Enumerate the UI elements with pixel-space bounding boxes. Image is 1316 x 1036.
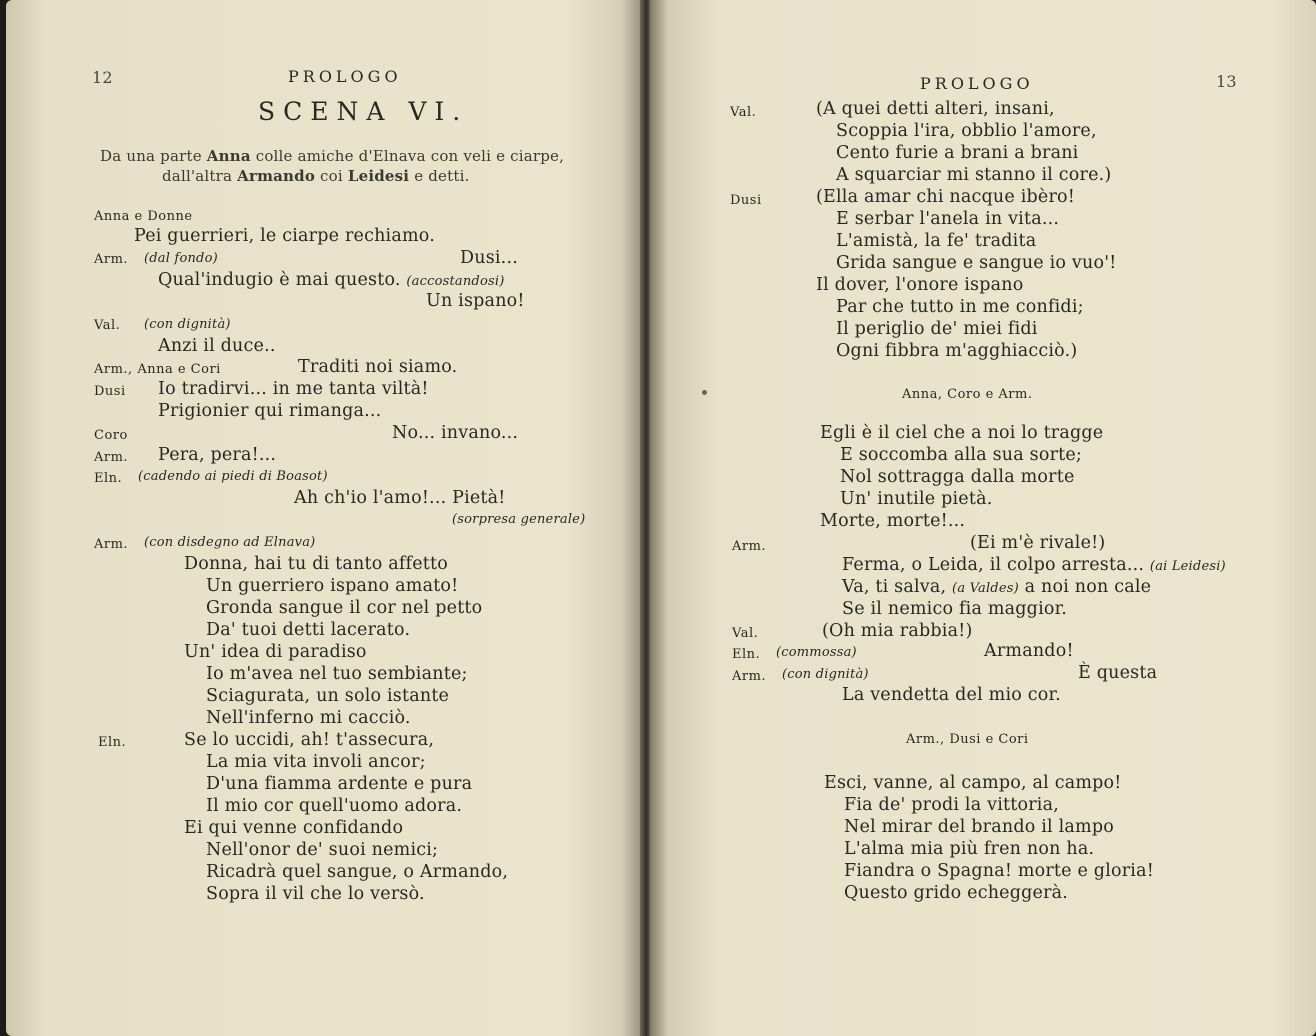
verse-line: Prigionier qui rimanga...	[158, 401, 382, 421]
verse-line: A squarciar mi stanno il core.)	[836, 165, 1112, 185]
speaker-label: Eln.	[94, 471, 123, 486]
stage-direction: (dal fondo)	[144, 251, 218, 266]
verse-line: Sciagurata, un solo istante	[206, 686, 450, 706]
verse-line: Gronda sangue il cor nel petto	[206, 598, 483, 618]
verse-line: Ricadrà quel sangue, o Armando,	[206, 862, 509, 882]
verse-line: Un guerriero ispano amato!	[206, 576, 459, 596]
verse-line: Un ispano!	[426, 291, 525, 311]
stage-direction: (sorpresa generale)	[452, 512, 586, 527]
verse-line: Anzi il duce..	[158, 336, 276, 356]
verse-line: Pera, pera!...	[158, 445, 277, 465]
verse-line: Io m'avea nel tuo sembiante;	[206, 664, 468, 684]
verse-line: Nel mirar del brando il lampo	[844, 817, 1114, 837]
verse-line: L'amistà, la fe' tradita	[836, 231, 1037, 251]
verse-line: No... invano...	[392, 423, 519, 443]
speaker-label: Arm.	[732, 669, 767, 684]
verse-line: Va, ti salva, (a Valdes) a noi non cale	[842, 577, 1152, 597]
verse-line: E soccomba alla sua sorte;	[840, 445, 1083, 465]
verse-line: (Ei m'è rivale!)	[970, 533, 1106, 553]
speaker-label: Arm., Anna e Cori	[94, 362, 221, 377]
stage-direction: (con dignità)	[144, 317, 231, 332]
verse-line: Nol sottragga dalla morte	[840, 467, 1075, 487]
speaker-label: Anna e Donne	[94, 209, 193, 224]
verse-line: Fiandra o Spagna! morte e gloria!	[844, 861, 1154, 881]
verse-line: Morte, morte!...	[820, 511, 966, 531]
speaker-label: Dusi	[94, 384, 126, 399]
stage-direction: Da una parte Anna colle amiche d'Elnava con veli e ciarpe,	[100, 147, 565, 165]
verse-line: Se il nemico fia maggior.	[842, 599, 1068, 619]
verse-line: Egli è il ciel che a noi lo tragge	[820, 423, 1104, 443]
verse-line: Sopra il vil che lo versò.	[206, 884, 425, 904]
verse-line: Il mio cor quell'uomo adora.	[206, 796, 463, 816]
speaker-label: Arm.	[732, 539, 767, 554]
scene-title: SCENA VI.	[258, 97, 469, 126]
verse-line: Cento furie a brani a brani	[836, 143, 1079, 163]
verse-line: Scoppia l'ira, obblio l'amore,	[836, 121, 1097, 141]
verse-line: Qual'indugio è mai questo. (accostandosi)	[158, 270, 505, 290]
speaker-label: Arm.	[94, 450, 129, 465]
running-header: PROLOGO	[920, 74, 1034, 93]
verse-line: Traditi noi siamo.	[298, 357, 458, 377]
stage-direction: (commossa)	[776, 645, 857, 660]
verse-line: Ferma, o Leida, il colpo arresta... (ai Leidesi)	[842, 555, 1226, 575]
right-page	[650, 0, 1316, 1036]
verse-line: Pei guerrieri, le ciarpe rechiamo.	[134, 226, 435, 246]
verse-line: Nell'inferno mi cacciò.	[206, 708, 411, 728]
verse-line: Dusi...	[460, 248, 518, 268]
speaker-label: Arm.	[94, 252, 129, 267]
verse-line: (Oh mia rabbia!)	[822, 621, 973, 641]
verse-line: Nell'onor de' suoi nemici;	[206, 840, 439, 860]
stage-direction: (cadendo ai piedi di Boasot)	[138, 469, 328, 484]
speaker-label: Val.	[94, 318, 121, 333]
stage-direction: (con disdegno ad Elnava)	[144, 535, 316, 550]
verse-line: Da' tuoi detti lacerato.	[206, 620, 411, 640]
verse-line: D'una fiamma ardente e pura	[206, 774, 473, 794]
verse-line: Questo grido echeggerà.	[844, 883, 1069, 903]
verse-line: Ei qui venne confidando	[184, 818, 404, 838]
verse-line: Il periglio de' miei fidi	[836, 319, 1038, 339]
verse-line: Se lo uccidi, ah! t'assecura,	[184, 730, 435, 750]
verse-line: Un' idea di paradiso	[184, 642, 367, 662]
verse-line: Ogni fibbra m'agghiacciò.)	[836, 341, 1078, 361]
speaker-label: Dusi	[730, 193, 762, 208]
verse-line: Fia de' prodi la vittoria,	[844, 795, 1059, 815]
speaker-label: Eln.	[98, 735, 127, 750]
verse-line: Ah ch'io l'amo!... Pietà!	[294, 488, 506, 508]
speaker-label: Coro	[94, 428, 128, 443]
speaker-label: Arm.	[94, 537, 129, 552]
speaker-label: Anna, Coro e Arm.	[902, 387, 1033, 402]
stage-direction: dall'altra Armando coi Leidesi e detti.	[162, 167, 470, 185]
verse-line: La vendetta del mio cor.	[842, 685, 1061, 705]
verse-line: Esci, vanne, al campo, al campo!	[824, 773, 1122, 793]
verse-line: Il dover, l'onore ispano	[816, 275, 1024, 295]
verse-line: Armando!	[984, 641, 1074, 661]
verse-line: E serbar l'anela in vita...	[836, 209, 1060, 229]
page-number: 13	[1216, 72, 1237, 91]
speaker-label: Eln.	[732, 647, 761, 662]
verse-line: Grida sangue e sangue io vuo'!	[836, 253, 1117, 273]
speaker-label: Val.	[732, 626, 759, 641]
verse-line: Par che tutto in me confidi;	[836, 297, 1084, 317]
left-page	[6, 0, 644, 1036]
running-header: PROLOGO	[288, 67, 402, 86]
verse-line: (A quei detti alteri, insani,	[816, 99, 1055, 119]
print-speck	[702, 390, 707, 395]
stage-direction: (con dignità)	[782, 667, 869, 682]
speaker-label: Arm., Dusi e Cori	[906, 732, 1029, 747]
verse-line: Un' inutile pietà.	[840, 489, 993, 509]
verse-line: (Ella amar chi nacque ibèro!	[816, 187, 1075, 207]
verse-line: La mia vita involi ancor;	[206, 752, 426, 772]
verse-line: Donna, hai tu di tanto affetto	[184, 554, 448, 574]
page-number: 12	[92, 68, 113, 87]
verse-line: È questa	[1078, 663, 1158, 683]
speaker-label: Val.	[730, 105, 757, 120]
verse-line: Io tradirvi... in me tanta viltà!	[158, 379, 429, 399]
verse-line: L'alma mia più fren non ha.	[844, 839, 1095, 859]
